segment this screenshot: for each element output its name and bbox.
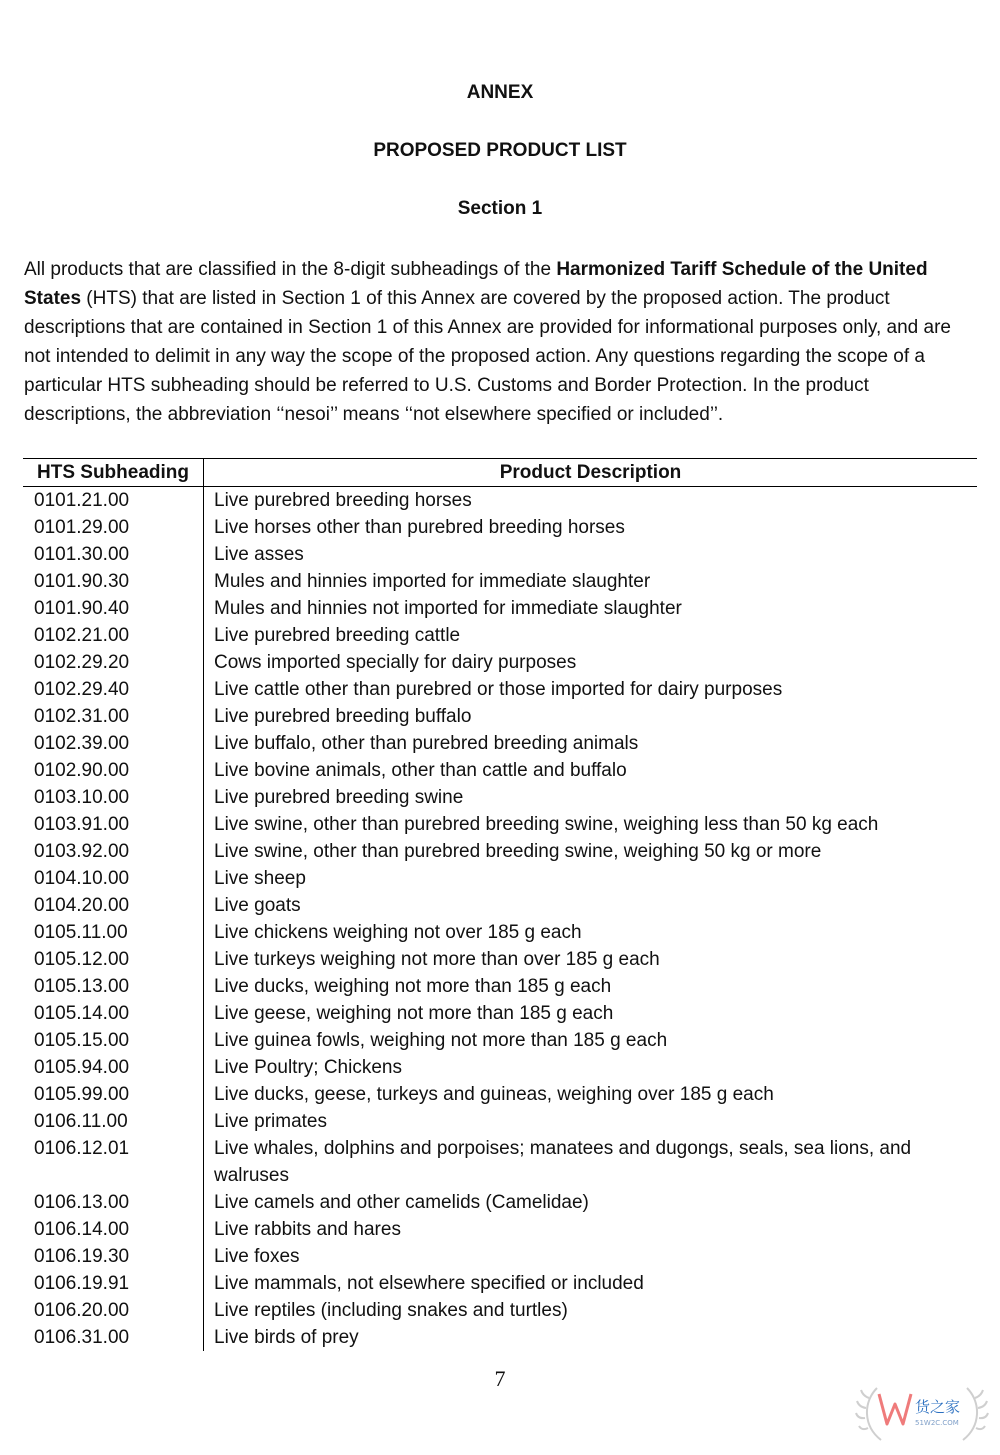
hts-code-cell: 0106.20.00	[23, 1297, 204, 1324]
product-description-cell: Live sheep	[214, 868, 306, 889]
hts-code-cell: 0103.10.00	[23, 784, 204, 811]
table-row	[23, 973, 977, 1000]
table-row	[23, 514, 977, 541]
hts-product-table	[23, 458, 977, 1351]
product-description-cell: Live reptiles (including snakes and turtles)	[214, 1300, 568, 1321]
hts-code-cell: 0101.90.40	[23, 595, 204, 622]
product-description-cell: Live ducks, weighing not more than 185 g each	[214, 976, 612, 997]
page-number: 7	[494, 1366, 506, 1391]
product-description-cell: Mules and hinnies not imported for immediate slaughter	[214, 598, 682, 619]
table-row	[23, 946, 977, 973]
hts-code-cell: 0103.92.00	[23, 838, 204, 865]
table-row	[23, 622, 977, 649]
product-description-cell: Live ducks, geese, turkeys and guineas, weighing over 185 g each	[214, 1084, 774, 1105]
table-row	[23, 865, 977, 892]
table-row	[23, 1297, 977, 1324]
table-row	[23, 487, 977, 515]
table-row	[23, 1054, 977, 1081]
product-description-cell: Live chickens weighing not over 185 g each	[214, 922, 582, 943]
product-description-cell: Live guinea fowls, weighing not more than 185 g each	[214, 1030, 668, 1051]
w-letter-icon	[879, 1394, 911, 1424]
intro-text-part2: (HTS) that are listed in Section 1 of this Annex are covered by the proposed action. The product descriptions that are contained in Section 1 of this Annex are provided for informational purposes only, and are not intended to delimit in any way the scope of the proposed action. Any questions regarding the scope of a particular HTS subheading should be referred to U.S. Customs and Border Protection. In the product descriptions, the abbreviation ‘‘nesoi’’ means ‘‘not elsewhere specified or included’’.	[24, 288, 951, 425]
table-row	[23, 757, 977, 784]
product-description-cell: Live swine, other than purebred breeding swine, weighing 50 kg or more	[214, 841, 822, 862]
hts-code-cell: 0102.29.20	[23, 649, 204, 676]
product-description-cell: Cows imported specially for dairy purposes	[214, 652, 577, 673]
hts-code-cell: 0102.90.00	[23, 757, 204, 784]
product-description-cell: Live geese, weighing not more than 185 g each	[214, 1003, 614, 1024]
table-row	[23, 1324, 977, 1351]
product-description-cell: Live primates	[214, 1111, 327, 1132]
intro-bold-hts: Harmonized Tariff Schedule of the United States	[24, 259, 928, 309]
product-description-cell: Live mammals, not elsewhere specified or included	[214, 1273, 644, 1294]
product-description-cell: Live Poultry; Chickens	[214, 1057, 402, 1078]
intro-text-part1: All products that are classified in the 8-digit subheadings of the	[24, 259, 557, 280]
hts-code-cell: 0102.29.40	[23, 676, 204, 703]
hts-code-cell: 0105.12.00	[23, 946, 204, 973]
hts-code-cell: 0106.11.00	[23, 1108, 204, 1135]
hts-code-cell: 0103.91.00	[23, 811, 204, 838]
section-title: Section 1	[457, 198, 543, 219]
table-row	[23, 838, 977, 865]
product-description-cell: Live camels and other camelids (Camelidae)	[214, 1192, 589, 1213]
product-description-cell: Mules and hinnies imported for immediate slaughter	[214, 571, 651, 592]
table-row	[23, 1243, 977, 1270]
hts-code-cell: 0101.21.00	[23, 487, 204, 515]
product-description-cell: Live foxes	[214, 1246, 300, 1267]
hts-code-cell: 0105.94.00	[23, 1054, 204, 1081]
product-description-cell: Live purebred breeding buffalo	[214, 706, 472, 727]
hts-code-cell: 0101.90.30	[23, 568, 204, 595]
product-description-cell: Live whales, dolphins and porpoises; manatees and dugongs, seals, sea lions, and walruses	[214, 1138, 912, 1186]
watermark-brand-text: 货之家	[915, 1398, 961, 1416]
table-row	[23, 919, 977, 946]
product-description-cell: Live bovine animals, other than cattle and buffalo	[214, 760, 627, 781]
table-row	[23, 1270, 977, 1297]
watermark-logo	[855, 1380, 990, 1448]
hts-code-cell: 0106.13.00	[23, 1189, 204, 1216]
table-body	[23, 487, 977, 1352]
table-row	[23, 1081, 977, 1108]
hts-code-cell: 0102.31.00	[23, 703, 204, 730]
hts-code-cell: 0106.19.30	[23, 1243, 204, 1270]
table-row	[23, 1135, 977, 1189]
table-row	[23, 649, 977, 676]
hts-code-cell: 0101.29.00	[23, 514, 204, 541]
product-description-cell: Live purebred breeding swine	[214, 787, 464, 808]
hts-code-cell: 0106.12.01	[23, 1135, 204, 1189]
table-row	[23, 676, 977, 703]
table-row	[23, 595, 977, 622]
table-row	[23, 541, 977, 568]
hts-code-cell: 0105.11.00	[23, 919, 204, 946]
hts-code-cell: 0104.20.00	[23, 892, 204, 919]
hts-code-cell: 0106.19.91	[23, 1270, 204, 1297]
product-description-cell: Live purebred breeding horses	[214, 490, 472, 511]
hts-code-cell: 0104.10.00	[23, 865, 204, 892]
product-description-cell: Live birds of prey	[214, 1327, 359, 1348]
table-row	[23, 1108, 977, 1135]
hts-code-cell: 0102.21.00	[23, 622, 204, 649]
table-row	[23, 568, 977, 595]
table-row	[23, 1189, 977, 1216]
table-row	[23, 1000, 977, 1027]
table-header-row	[23, 459, 977, 487]
header-product-description: Product Description	[204, 459, 978, 487]
table-row	[23, 892, 977, 919]
intro-paragraph	[24, 255, 954, 429]
table-row	[23, 784, 977, 811]
hts-code-cell: 0105.13.00	[23, 973, 204, 1000]
table-row	[23, 811, 977, 838]
table-row	[23, 703, 977, 730]
table-row	[23, 1027, 977, 1054]
product-description-cell: Live turkeys weighing not more than over 185 g each	[214, 949, 660, 970]
product-description-cell: Live purebred breeding cattle	[214, 625, 461, 646]
product-description-cell: Live horses other than purebred breeding horses	[214, 517, 625, 538]
hts-code-cell: 0105.14.00	[23, 1000, 204, 1027]
hts-code-cell: 0102.39.00	[23, 730, 204, 757]
product-description-cell: Live asses	[214, 544, 304, 565]
hts-code-cell: 0106.31.00	[23, 1324, 204, 1351]
table-row	[23, 730, 977, 757]
hts-code-cell: 0105.99.00	[23, 1081, 204, 1108]
product-description-cell: Live rabbits and hares	[214, 1219, 401, 1240]
hts-code-cell: 0105.15.00	[23, 1027, 204, 1054]
hts-code-cell: 0101.30.00	[23, 541, 204, 568]
product-description-cell: Live goats	[214, 895, 301, 916]
annex-title: ANNEX	[466, 82, 534, 103]
product-description-cell: Live swine, other than purebred breeding swine, weighing less than 50 kg each	[214, 814, 879, 835]
header-hts-subheading: HTS Subheading	[23, 459, 204, 487]
watermark-domain-text: 51W2C.COM	[915, 1419, 959, 1427]
table-row	[23, 1216, 977, 1243]
product-description-cell: Live cattle other than purebred or those imported for dairy purposes	[214, 679, 783, 700]
hts-code-cell: 0106.14.00	[23, 1216, 204, 1243]
product-list-title: PROPOSED PRODUCT LIST	[373, 140, 627, 161]
product-description-cell: Live buffalo, other than purebred breeding animals	[214, 733, 639, 754]
